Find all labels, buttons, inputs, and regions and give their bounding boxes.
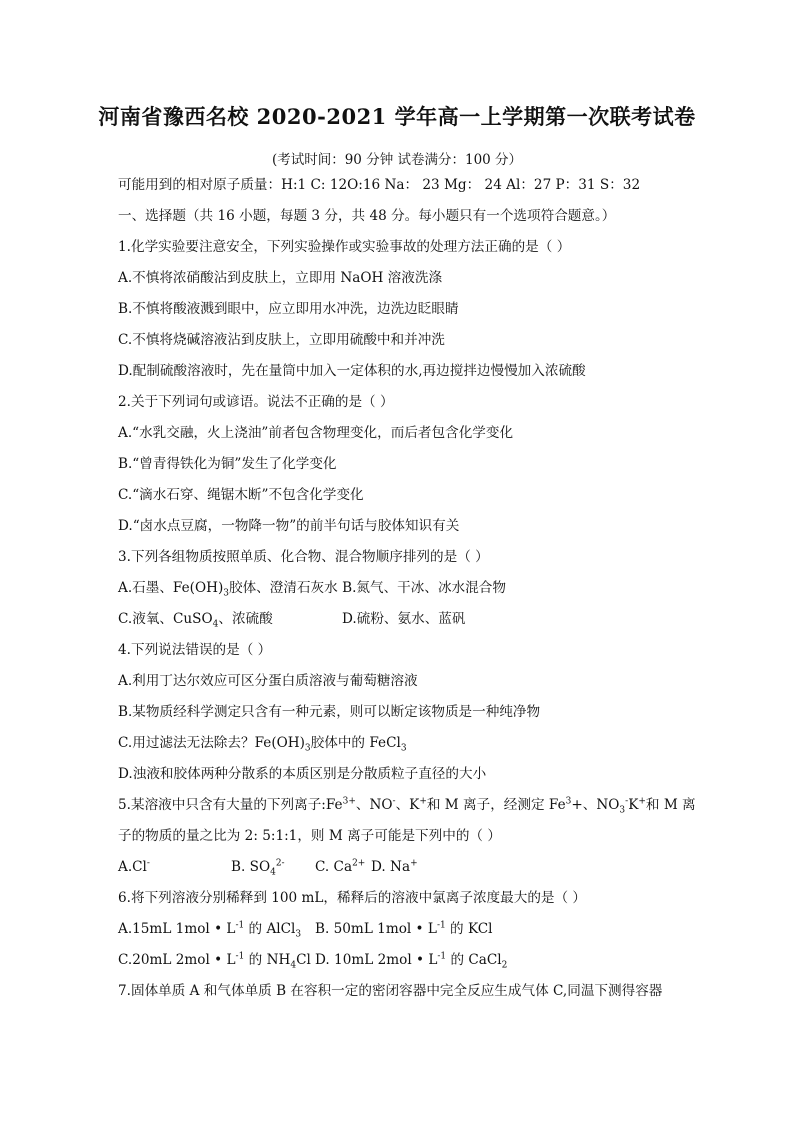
question-6-option-d: D. 10mL 2mol • $L^{-1}$ 的 CaCl$_2$ [315, 951, 508, 971]
question-5-stem-line1: 5.某溶液中只含有大量的下列离子$:Fe^{3+}$、NO-、K+和 M 离子，经测定 $Fe^3+$、$NO_3^-K^+$和 M 离 [118, 796, 696, 816]
question-1-option-b: B.不慎将酸液溅到眼中，应立即用水冲洗，边洗边眨眼睛 [118, 301, 459, 317]
question-7-stem: 7.固体单质 A 和气体单质 B 在容积一定的密闭容器中完全反应生成气体 C,同温下测得容器 [118, 983, 663, 999]
question-5-option-c: C. $Ca^{2+}$ [315, 858, 366, 875]
question-6-option-a: A.15mL 1mol • $L^{-1}$ 的 AlCl$_3$ [118, 920, 302, 940]
question-2-option-a: A.“水乳交融，火上浇油”前者包含物理变化，而后者包含化学变化 [118, 425, 514, 441]
question-5-option-b: B. $SO_4^{2-}$ [231, 858, 285, 878]
atomic-masses: 可能用到的相对原子质量：H:1 C: 12O:16 Na： 23 Mg： 24 Al：27 P：31 S：32 [118, 177, 641, 193]
question-2-option-b: B.“曾青得铁化为铜”发生了化学变化 [118, 456, 337, 472]
question-1-option-a: A.不慎将浓硝酸沾到皮肤上，立即用 NaOH 溶液洗涤 [118, 270, 443, 286]
question-5-option-a: A.Cl- [118, 858, 150, 875]
question-1-option-c: C.不慎将烧碱溶液沾到皮肤上，立即用硫酸中和并冲洗 [118, 332, 445, 348]
question-4-option-d: D.浊液和胶体两种分散系的本质区别是分散质粒子直径的大小 [118, 766, 487, 782]
question-4-option-c: C.用过滤法无法除去？$Fe(OH)_3$胶体中的 FeCl$_3$ [118, 735, 407, 754]
question-6-option-b: B. 50mL 1mol • $L^{-1}$ 的 KCl [315, 920, 493, 937]
question-1-stem: 1.化学实验要注意安全，下列实验操作或实验事故的处理方法正确的是（ ） [118, 239, 571, 255]
question-3-stem: 3.下列各组物质按照单质、化合物、混合物顺序排列的是（ ） [118, 549, 489, 565]
question-5-options [118, 858, 678, 876]
question-2-option-d: D.“卤水点豆腐，一物降一物”的前半句话与胶体知识有关 [118, 518, 460, 534]
question-5-option-d: D. Na+ [371, 858, 418, 875]
section-heading: 一、选择题（共 16 小题，每题 3 分，共 48 分。每小题只有一个选项符合题意。） [118, 208, 616, 224]
question-3-option-b: B.氮气、干冰、冰水混合物 [342, 580, 506, 596]
question-6-options-cd [118, 951, 678, 969]
question-3-options-cd [118, 610, 678, 628]
question-6-stem: 6.将下列溶液分别稀释到 100 mL，稀释后的溶液中氯离子浓度最大的是（ ） [118, 890, 587, 906]
question-6-option-c: C.20mL 2mol • $L^{-1}$ 的 $NH_4Cl$ [118, 951, 311, 971]
question-2-stem: 2.关于下列词句或谚语。说法不正确的是（ ） [118, 394, 394, 410]
question-2-option-c: C.“滴水石穿、绳锯木断”不包含化学变化 [118, 487, 364, 503]
question-5-stem-line2: 子的物质的量之比为 2: 5:1:1，则 M 离子可能是下列中的（ ） [118, 828, 501, 844]
question-6-options-ab [118, 920, 678, 938]
question-3-option-c: C.液氧、CuSO$_4$、浓硫酸 [118, 611, 273, 630]
exam-subtitle: (考试时间：90 分钟 试卷满分：100 分） [271, 152, 523, 168]
question-3-option-a: A.石墨、$Fe(OH)_3$胶体、澄清石灰水 [118, 580, 338, 599]
question-1-option-d: D.配制硫酸溶液时，先在量筒中加入一定体积的水,再边搅拌边慢慢加入浓硫酸 [118, 363, 586, 379]
question-4-option-a: A.利用丁达尔效应可区分蛋白质溶液与葡萄糖溶液 [118, 673, 418, 689]
question-3-option-d: D.硫粉、氨水、蓝矾 [342, 611, 466, 627]
question-4-option-b: B.某物质经科学测定只含有一种元素，则可以断定该物质是一种纯净物 [118, 704, 541, 720]
exam-title: 河南省豫西名校 2020-2021 学年高一上学期第一次联考试卷 [98, 104, 696, 129]
question-4-stem: 4.下列说法错误的是（ ） [118, 642, 272, 658]
question-3-options-ab [118, 579, 678, 597]
